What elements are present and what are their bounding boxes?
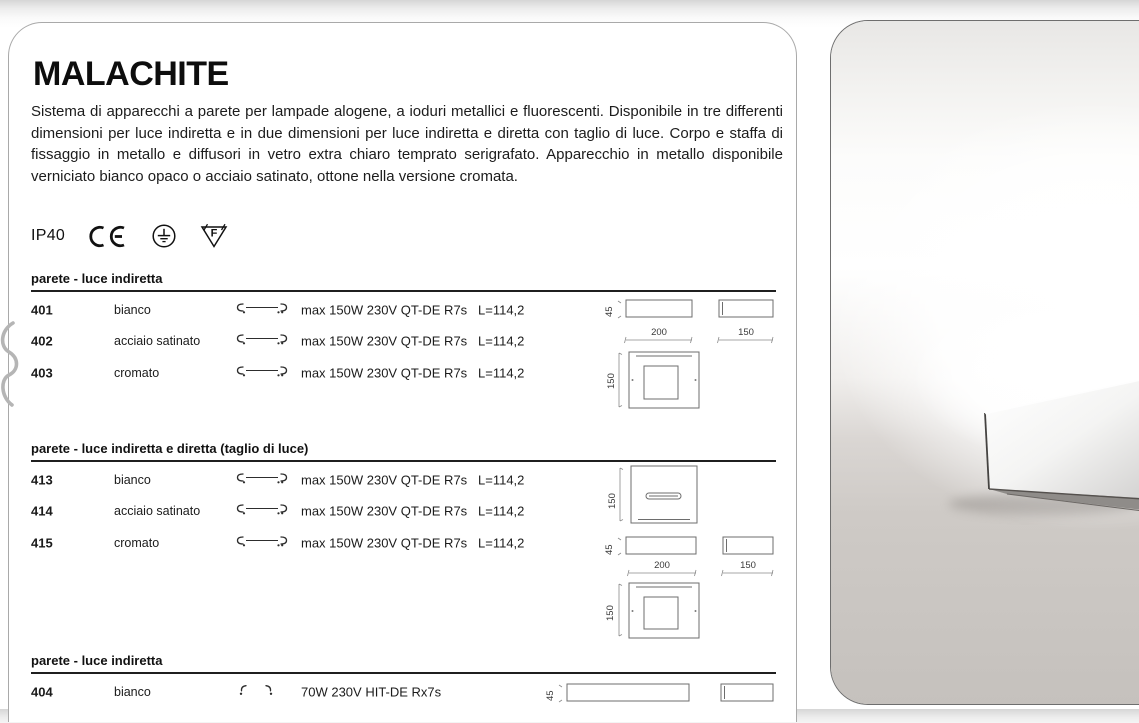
svg-text:150: 150 (738, 327, 754, 338)
finish-name: bianco (114, 302, 151, 317)
lamp-length: L=114,2 (478, 472, 525, 488)
lamp-spec: 70W 230V HIT-DE Rx7s (301, 684, 442, 700)
f-letter: F (210, 227, 218, 240)
tech-drawing-direct-indirect (596, 461, 786, 641)
svg-text:150: 150 (605, 605, 616, 621)
earth-ground-icon (151, 223, 177, 249)
binding-curl-icon (0, 318, 26, 414)
svg-text:150: 150 (740, 560, 756, 571)
finish-name: bianco (114, 684, 151, 699)
section-header: parete - luce indiretta (31, 271, 776, 292)
lamp-spec: max 150W 230V QT-DE R7s (301, 365, 468, 381)
lamp-spec: max 150W 230V QT-DE R7s (301, 535, 468, 551)
f-flammable-surface-icon (199, 223, 229, 249)
product-code: 403 (31, 365, 53, 381)
double-ended-halogen-lamp-icon (234, 363, 290, 382)
svg-text:45: 45 (604, 544, 615, 555)
double-ended-metal-halide-lamp-icon (234, 682, 278, 701)
lamp-length: L=114,2 (478, 503, 525, 519)
product-code: 415 (31, 535, 53, 551)
product-description: Sistema di apparecchi a parete per lampade alogene, a ioduri metallici e fluorescenti. Disponibile in tre differenti dimensioni per luce indiretta e in due dimensioni per luce indiretta e diretta con taglio di luce. Corpo e staffa di fissaggio in metallo e diffusori in vetro extra chiaro temprato serigrafato. Apparecchio in metallo disponibile verniciato bianco opaco o acciaio satinato, ottone nella versione cromata. (31, 103, 783, 185)
rating-and-certifications (31, 223, 229, 249)
lamp-length: L=114,2 (478, 365, 525, 381)
product-code: 401 (31, 302, 53, 318)
svg-text:200: 200 (651, 327, 667, 338)
svg-text:150: 150 (607, 493, 618, 509)
double-ended-halogen-lamp-icon (234, 502, 290, 521)
lamp-length: L=114,2 (478, 333, 525, 349)
double-ended-halogen-lamp-icon (234, 533, 290, 552)
lamp-spec: max 150W 230V QT-DE R7s (301, 333, 468, 349)
svg-text:150: 150 (606, 373, 617, 389)
svg-text:45: 45 (545, 690, 556, 701)
tech-drawing-indirect-large (531, 675, 789, 723)
lamp-length: L=114,2 (478, 302, 525, 318)
finish-name: bianco (114, 472, 151, 487)
product-code: 404 (31, 684, 53, 700)
section-header: parete - luce indiretta e diretta (taglio di luce) (31, 441, 776, 462)
double-ended-halogen-lamp-icon (234, 470, 290, 489)
product-photo (830, 20, 1139, 705)
tech-drawing-indirect (596, 291, 786, 416)
finish-name: acciaio satinato (114, 334, 201, 349)
finish-name: acciaio satinato (114, 504, 201, 519)
product-code: 413 (31, 472, 53, 488)
lamp-spec: max 150W 230V QT-DE R7s (301, 472, 468, 488)
finish-name: cromato (114, 535, 160, 550)
double-ended-halogen-lamp-icon (234, 300, 290, 319)
section-header: parete - luce indiretta (31, 653, 776, 674)
catalogue-page (8, 22, 797, 722)
product-code: 402 (31, 333, 53, 349)
wall-lamp-photo-render (831, 21, 1139, 705)
page-title: MALACHITE (33, 55, 229, 93)
lamp-spec: max 150W 230V QT-DE R7s (301, 302, 468, 318)
lamp-spec: max 150W 230V QT-DE R7s (301, 503, 468, 519)
product-code: 414 (31, 503, 53, 519)
double-ended-halogen-lamp-icon (234, 332, 290, 351)
svg-text:45: 45 (604, 306, 615, 317)
ce-mark-icon (87, 224, 129, 249)
ip-rating-label: IP40 (31, 227, 66, 244)
finish-name: cromato (114, 365, 160, 380)
lamp-length: L=114,2 (478, 535, 525, 551)
svg-text:200: 200 (654, 560, 670, 571)
